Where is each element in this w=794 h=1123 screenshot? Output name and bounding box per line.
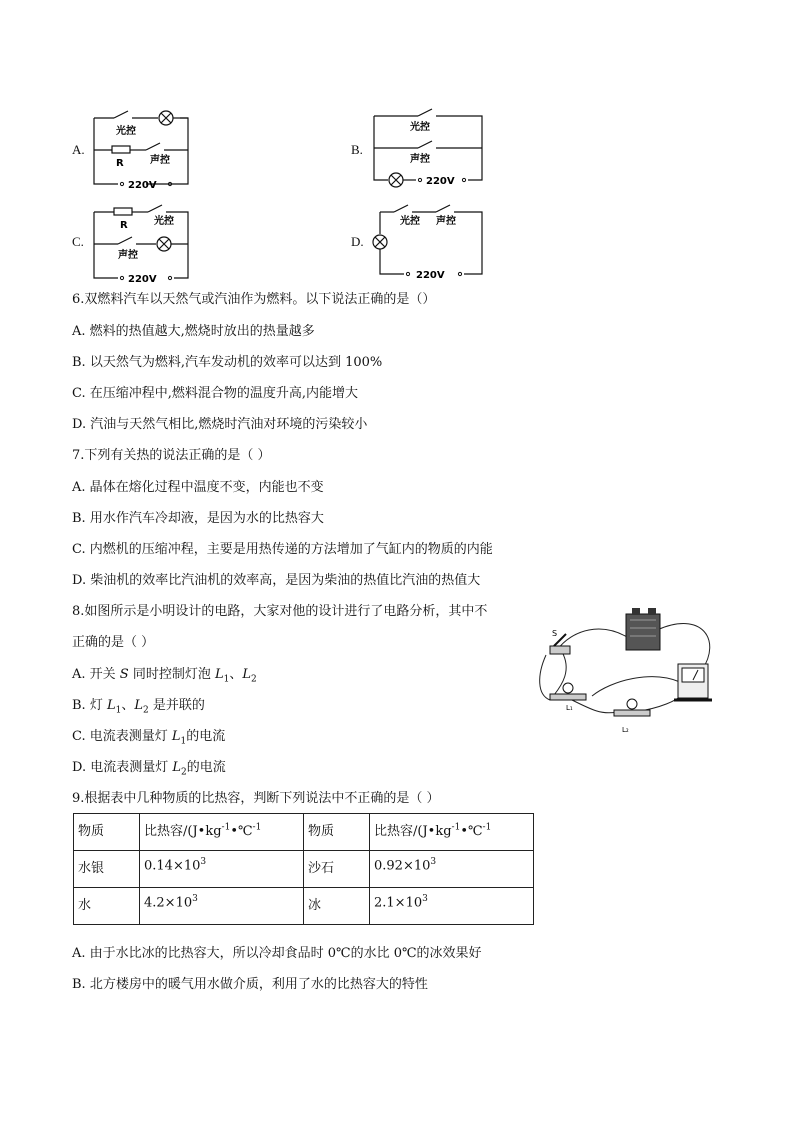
option-d-label: D. xyxy=(351,234,364,249)
q6-stem: 6.双燃料汽车以天然气或汽油作为燃料。以下说法正确的是（） xyxy=(72,292,436,307)
table-header-cell: 比热容$/(J•kg^{-1}•℃^{-1}$ xyxy=(370,814,534,851)
q8-option-a: A. 开关 S 同时控制灯泡 $L_1$、$L_2$ xyxy=(72,667,257,685)
circuit-diagram-d xyxy=(368,202,488,284)
voltage-label: 220V xyxy=(416,270,445,281)
sound-ctrl-label: 声控 xyxy=(436,216,456,227)
resistor-label: R xyxy=(116,158,124,169)
table-header-cell: 物质 xyxy=(74,814,140,851)
table-cell: 水银 xyxy=(74,851,140,888)
sound-ctrl-label: 声控 xyxy=(410,154,430,165)
q7-option-b: B. 用水作汽车冷却液，是因为水的比热容大 xyxy=(72,511,324,526)
option-c-label: C. xyxy=(72,234,84,249)
q7-option-d: D. 柴油机的效率比汽油机的效率高，是因为柴油的热值比汽油的热值大 xyxy=(72,573,481,588)
figure-s-label: S xyxy=(552,629,558,638)
table-cell: $4.2\times 10^3$ xyxy=(140,888,304,925)
q9-option-b: B. 北方楼房中的暖气用水做介质，利用了水的比热容大的特性 xyxy=(72,977,428,992)
circuit-diagram-c xyxy=(88,202,198,284)
table-cell: 冰 xyxy=(304,888,370,925)
resistor-label: R xyxy=(120,220,128,231)
table-cell: 水 xyxy=(74,888,140,925)
table-cell: $0.14\times 10^3$ xyxy=(140,851,304,888)
lamp-l2-icon xyxy=(614,699,650,716)
table-header-cell: 比热容$/(J•kg^{-1}•℃^{-1}$ xyxy=(140,814,304,851)
q7-stem: 7.下列有关热的说法正确的是（ ） xyxy=(72,448,271,463)
lamp-l1-icon xyxy=(550,683,586,700)
table-cell: 沙石 xyxy=(304,851,370,888)
q6-option-c: C. 在压缩冲程中,燃料混合物的温度升高,内能增大 xyxy=(72,386,359,401)
table-header-cell: 物质 xyxy=(304,814,370,851)
q8-option-c: C. 电流表测量灯 $L_1$的电流 xyxy=(72,729,226,747)
figure-l2-label: L₂ xyxy=(622,726,629,734)
light-ctrl-label: 光控 xyxy=(410,122,430,133)
table-row xyxy=(74,814,534,851)
q6-option-d: D. 汽油与天然气相比,燃烧时汽油对环境的污染较小 xyxy=(72,417,368,432)
q9-stem: 9.根据表中几种物质的比热容，判断下列说法中不正确的是（ ） xyxy=(72,791,440,806)
figure-l1-label: L₁ xyxy=(566,704,573,712)
voltage-label: 220V xyxy=(426,176,455,187)
table-cell: $2.1\times 10^3$ xyxy=(370,888,534,925)
q8-circuit-figure xyxy=(532,600,722,740)
option-a-label: A. xyxy=(72,142,85,157)
voltage-label: 220V xyxy=(128,180,157,190)
battery-icon xyxy=(626,608,660,650)
ammeter-icon xyxy=(674,664,712,700)
table-row xyxy=(74,888,534,925)
specific-heat-table xyxy=(73,813,534,925)
q7-option-a: A. 晶体在熔化过程中温度不变，内能也不变 xyxy=(72,480,324,495)
circuit-diagram-a xyxy=(88,108,198,190)
light-ctrl-label: 光控 xyxy=(116,126,136,137)
q8-stem-line2: 正确的是（ ） xyxy=(72,635,155,650)
voltage-label: 220V xyxy=(128,274,157,284)
q6-option-a: A. 燃料的热值越大,燃烧时放出的热量越多 xyxy=(72,324,315,339)
sound-ctrl-label: 声控 xyxy=(150,155,170,166)
sound-ctrl-label: 声控 xyxy=(118,250,138,261)
q6-option-b: B. 以天然气为燃料,汽车发动机的效率可以达到 100% xyxy=(72,355,383,370)
light-ctrl-label: 光控 xyxy=(400,216,420,227)
q8-option-d: D. 电流表测量灯 $L_2$的电流 xyxy=(72,760,226,778)
light-ctrl-label: 光控 xyxy=(154,216,174,227)
q9-option-a: A. 由于水比冰的比热容大，所以冷却食品时 0℃的水比 0℃的冰效果好 xyxy=(72,946,482,961)
table-row xyxy=(74,851,534,888)
circuit-diagram-b xyxy=(368,108,488,192)
option-b-label: B. xyxy=(351,142,363,157)
q8-option-b: B. 灯 $L_1$、$L_2$ 是并联的 xyxy=(72,698,205,716)
q8-stem-line1: 8.如图所示是小明设计的电路，大家对他的设计进行了电路分析，其中不 xyxy=(72,604,488,619)
q7-option-c: C. 内燃机的压缩冲程，主要是用热传递的方法增加了气缸内的物质的内能 xyxy=(72,542,493,557)
table-cell: $0.92\times 10^3$ xyxy=(370,851,534,888)
